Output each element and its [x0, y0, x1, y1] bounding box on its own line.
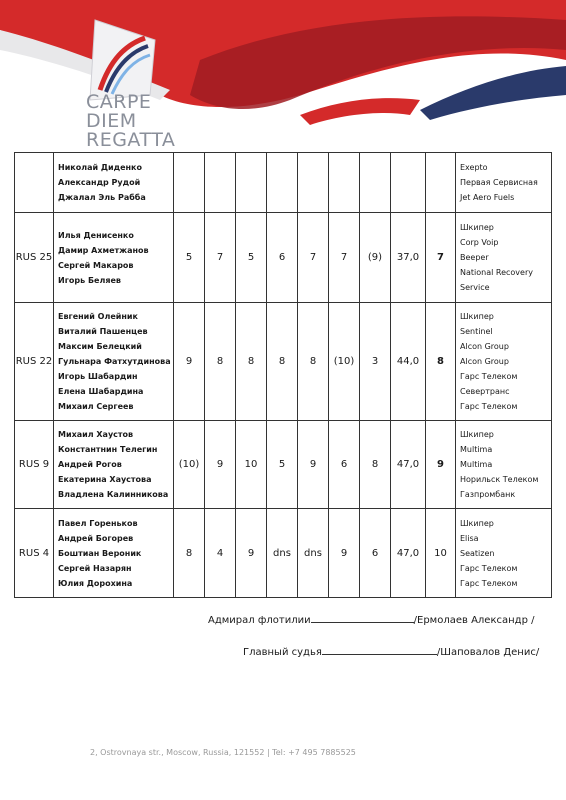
race-score: 4 [205, 509, 236, 598]
crew-member: Константнин Телегин [58, 445, 158, 454]
crew-member: Юлия Дорохина [58, 578, 133, 588]
sail-number: RUS 25 [15, 213, 54, 303]
crew-member: Илья Денисенко [58, 230, 134, 240]
sponsor: Service [460, 283, 490, 292]
race-score: (9) [360, 213, 391, 303]
sponsor: Multima [460, 460, 493, 469]
crew-member: Игорь Шабардин [58, 372, 138, 381]
crew-member: Владлена Калинникова [58, 490, 169, 499]
race-score: 9 [174, 303, 205, 421]
sponsor: Первая Сервисная [460, 178, 538, 187]
total-points [391, 153, 426, 213]
crew-member: Александр Рудой [58, 178, 141, 187]
total-points: 44,0 [391, 303, 426, 421]
race-score [329, 153, 360, 213]
sponsor: Гарс Телеком [460, 563, 518, 573]
sponsor-list [456, 421, 552, 509]
sponsor: Corp Voip [460, 238, 499, 247]
sponsor: Газпромбанк [460, 490, 516, 499]
sponsor-list [456, 303, 552, 421]
sponsor-list [456, 213, 552, 303]
crew-member: Андрей Богорев [58, 533, 134, 543]
sail-number [15, 153, 54, 213]
sponsor: Шкипер [460, 518, 494, 528]
crew-member: Павел Гореньков [58, 518, 138, 528]
race-score [174, 153, 205, 213]
race-score: 3 [360, 303, 391, 421]
crew-member: Екатерина Хаустова [58, 475, 152, 484]
place [426, 153, 456, 213]
table-row [15, 509, 552, 598]
race-score: 6 [329, 421, 360, 509]
crew-member: Игорь Беляев [58, 275, 121, 285]
sponsor: Норильск Телеком [460, 475, 539, 484]
crew-member: Дамир Ахметжанов [58, 245, 149, 255]
race-score: 9 [236, 509, 267, 598]
sponsor: Exepto [460, 163, 488, 172]
race-score: 6 [267, 213, 298, 303]
place: 9 [426, 421, 456, 509]
sponsor: Sentinel [460, 327, 493, 336]
race-score: 8 [267, 303, 298, 421]
sail-number: RUS 4 [15, 509, 54, 598]
judge-signature [243, 644, 539, 658]
race-score: (10) [174, 421, 205, 509]
sponsor: Jet Aero Fuels [460, 193, 515, 202]
race-score: 10 [236, 421, 267, 509]
race-score: 9 [329, 509, 360, 598]
crew-list [54, 421, 174, 509]
race-score: 6 [360, 509, 391, 598]
crew-member: Гульнара Фатхутдинова [58, 357, 171, 366]
crew-list [54, 213, 174, 303]
race-score: 7 [329, 213, 360, 303]
sponsor: Elisa [460, 533, 479, 543]
crew-member: Максим Белецкий [58, 342, 142, 351]
sponsor: Гарс Телеком [460, 578, 518, 588]
results-table [14, 152, 552, 598]
race-score: dns [298, 509, 329, 598]
logo-text-line2: DIEM [86, 110, 137, 132]
crew-member: Виталий Пашенцев [58, 327, 148, 336]
crew-member: Джалал Эль Рабба [58, 193, 146, 202]
race-score [360, 153, 391, 213]
crew-member: Елена Шабардина [58, 387, 144, 396]
sponsor: Seatizen [460, 548, 495, 558]
sponsor: Multima [460, 445, 493, 454]
crew-member: Андрей Рогов [58, 460, 122, 469]
sponsor: Alcon Group [460, 342, 509, 351]
crew-list [54, 509, 174, 598]
race-score: 9 [298, 421, 329, 509]
sponsor: National Recovery [460, 268, 533, 277]
crew-member: Боштиан Вероник [58, 548, 142, 558]
sponsor: Шкипер [460, 223, 494, 232]
race-score: 5 [236, 213, 267, 303]
race-score: 8 [205, 303, 236, 421]
race-score: 8 [174, 509, 205, 598]
place: 7 [426, 213, 456, 303]
total-points: 37,0 [391, 213, 426, 303]
crew-member: Сергей Назарян [58, 563, 132, 573]
race-score: 7 [205, 213, 236, 303]
race-score: 8 [360, 421, 391, 509]
race-score: 9 [205, 421, 236, 509]
table-row [15, 153, 552, 213]
sponsor: Гарс Телеком [460, 372, 518, 381]
crew-list [54, 153, 174, 213]
admiral-name: /Ермолаев Александр / [413, 615, 535, 626]
judge-label: Главный судья [243, 647, 322, 658]
crew-member: Николай Диденко [58, 163, 142, 172]
crew-member: Евгений Олейник [58, 312, 138, 321]
race-score: 8 [298, 303, 329, 421]
sponsor-list [456, 509, 552, 598]
footer-address: 2, Ostrovnaya str., Moscow, Russia, 121552 | Tel: +7 495 7885525 [90, 748, 356, 757]
race-score [267, 153, 298, 213]
admiral-signature [208, 612, 534, 626]
header-graphic [0, 0, 566, 150]
race-score [205, 153, 236, 213]
race-score: 8 [236, 303, 267, 421]
race-score: 5 [174, 213, 205, 303]
sponsor: Шкипер [460, 312, 494, 321]
crew-list [54, 303, 174, 421]
judge-signature-line [322, 644, 437, 655]
sail-number: RUS 9 [15, 421, 54, 509]
race-score: 5 [267, 421, 298, 509]
race-score [236, 153, 267, 213]
race-score: 7 [298, 213, 329, 303]
sponsor: Beeper [460, 253, 489, 262]
logo-text-line1: CARPE [86, 91, 152, 113]
place: 10 [426, 509, 456, 598]
logo-text-line3: REGATTA [86, 129, 176, 151]
sponsor-list [456, 153, 552, 213]
crew-member: Михаил Хаустов [58, 430, 134, 439]
sponsor: Севертранс [460, 387, 510, 396]
table-row [15, 213, 552, 303]
total-points: 47,0 [391, 509, 426, 598]
total-points: 47,0 [391, 421, 426, 509]
page-header [0, 0, 566, 150]
race-score: (10) [329, 303, 360, 421]
sponsor: Гарс Телеком [460, 402, 518, 411]
admiral-signature-line [311, 612, 414, 623]
crew-member: Михаил Сергеев [58, 402, 134, 411]
sail-number: RUS 22 [15, 303, 54, 421]
race-score: dns [267, 509, 298, 598]
race-score [298, 153, 329, 213]
crew-member: Сергей Макаров [58, 260, 134, 270]
judge-name: /Шаповалов Денис/ [436, 647, 540, 658]
table-row [15, 303, 552, 421]
place: 8 [426, 303, 456, 421]
table-row [15, 421, 552, 509]
admiral-label: Адмирал флотилии [208, 615, 311, 626]
sponsor: Шкипер [460, 430, 494, 439]
sponsor: Alcon Group [460, 357, 509, 366]
